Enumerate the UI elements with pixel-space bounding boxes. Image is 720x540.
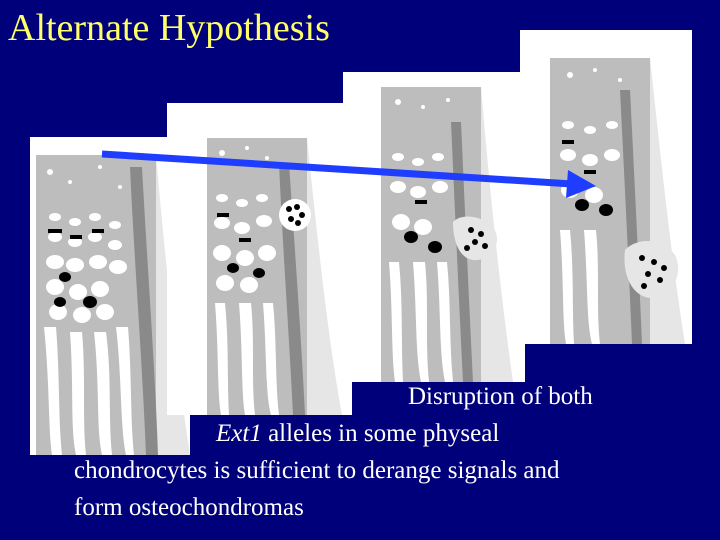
slide-title: Alternate Hypothesis [8, 7, 330, 49]
gene-name: Ext1 [216, 420, 262, 447]
caption-line-2 [216, 418, 499, 449]
caption-line-1: Disruption of both [408, 383, 593, 410]
caption-line-4: form osteochondromas [74, 494, 304, 521]
caption-line-2-rest: alleles in some physeal [261, 420, 500, 447]
caption-line-3: chondrocytes is sufficient to derange signals and [74, 457, 560, 484]
